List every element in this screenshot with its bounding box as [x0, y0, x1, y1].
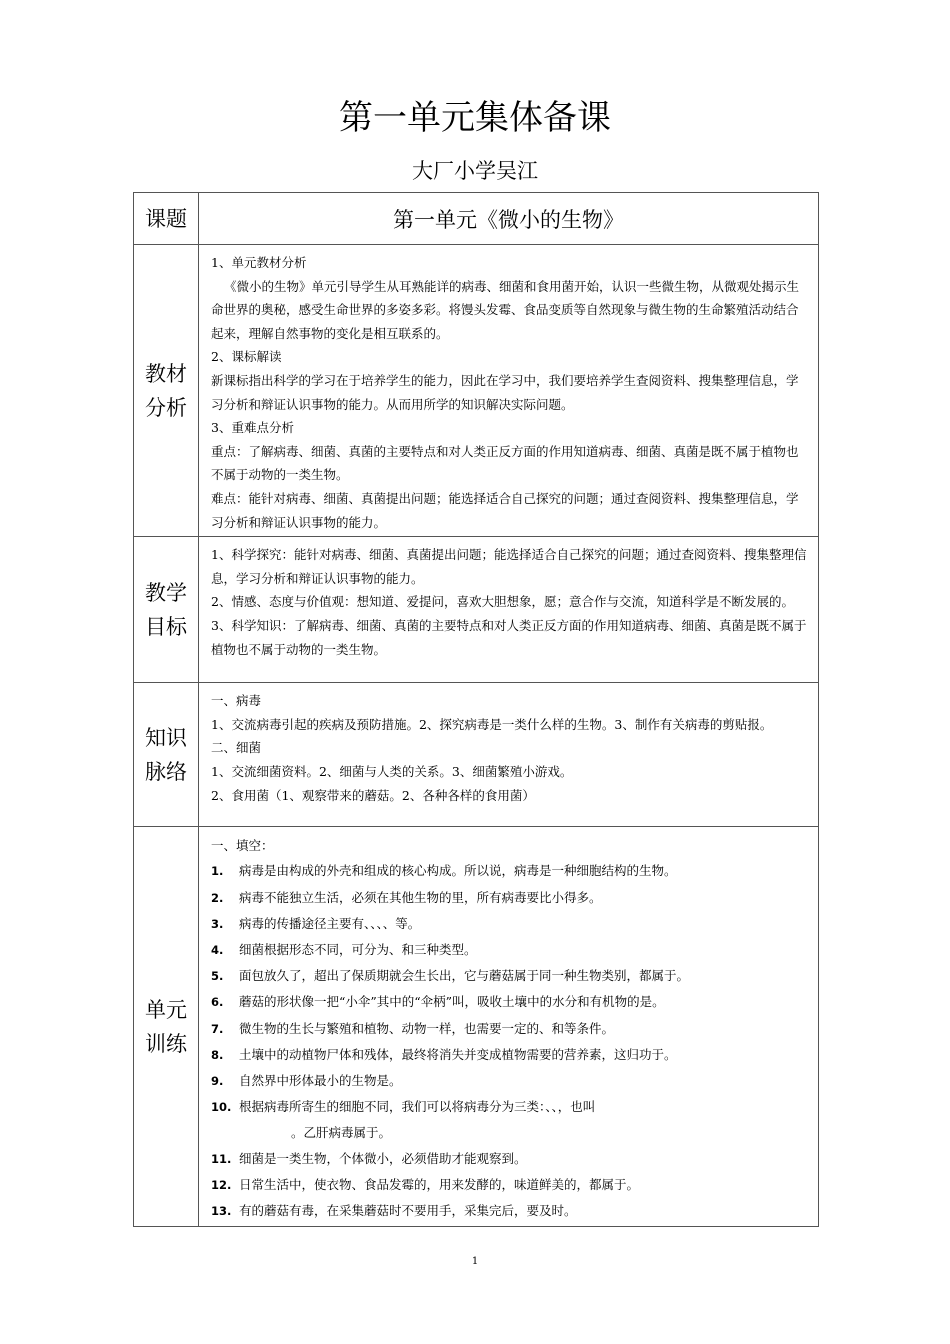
material-line: 1、单元教材分析 — [211, 255, 307, 270]
training-item: 2. 病毒不能独立生活，必须在其他生物的里，所有病毒要比小得多。 — [211, 889, 602, 905]
training-content — [199, 827, 819, 1227]
material-line: 难点：能针对病毒、细菌、真菌提出问题；能选择适合自己探究的问题；通过查阅资料、搜集整理信息，学习分析和辩证认识事物的能力。 — [211, 490, 799, 530]
topic-label: 课题 — [134, 193, 199, 245]
training-item: 3. 病毒的传播途径主要有、、、、等。 — [211, 915, 421, 931]
knowledge-label — [134, 683, 199, 827]
training-item: 1. 病毒是由构成的外壳和组成的核心构成。所以说，病毒是一种细胞结构的生物。 — [211, 863, 677, 879]
material-line: 重点：了解病毒、细菌、真菌的主要特点和对人类正反方面的作用知道病毒、细菌、真菌是既不属于植物也不属于动物的一类生物。 — [211, 443, 799, 483]
document-title: 第一单元集体备课 — [339, 98, 611, 138]
goals-line: 2、情感、态度与价值观：想知道、爱提问，喜欢大胆想象，愿；意合作与交流，知道科学是不断发展的。 — [211, 594, 794, 610]
material-line: 《微小的生物》单元引导学生从耳熟能详的病毒、细菌和食用菌开始，认识一些微生物，从微观处揭示生命世界的奥秘，感受生命世界的多姿多彩。将馒头发霉、食品变质等自然现象与微生物的生命繁殖活动结合起来，理解自然事物的变化是相互联系的。 — [211, 278, 800, 341]
topic-row — [134, 193, 819, 245]
training-item: 13. 有的蘑菇有毒，在采集蘑菇时不要用手，采集完后，要及时。 — [211, 1202, 577, 1218]
training-item: 10. 根据病毒所寄生的细胞不同，我们可以将病毒分为三类：、、，也叫 — [211, 1099, 596, 1115]
material-label-line-1: 教材 — [145, 361, 187, 386]
lesson-plan-table — [133, 192, 819, 1227]
knowledge-label-line-2: 脉络 — [145, 759, 187, 784]
training-item: 4. 细菌根据形态不同，可分为、和三种类型。 — [211, 941, 477, 957]
material-label-line-2: 分析 — [145, 395, 187, 420]
knowledge-line: 2、食用菌（1、观察带来的蘑菇。2、各种各样的食用菌） — [211, 787, 535, 803]
topic-value: 第一单元《微小的生物》 — [199, 193, 819, 245]
goals-line: 3、科学知识：了解病毒、细菌、真菌的主要特点和对人类正反方面的作用知道病毒、细菌、真菌是既不属于植物也不属于动物的一类生物。 — [211, 617, 807, 657]
goals-line: 1、科学探究：能针对病毒、细菌、真菌提出问题；能选择适合自己探究的问题；通过查阅资料、搜集整理信息，学习分析和辩证认识事物的能力。 — [211, 547, 807, 586]
training-label-line-1: 单元 — [145, 997, 187, 1022]
document-subtitle: 大厂小学吴江 — [412, 159, 538, 183]
training-item: 9. 自然界中形体最小的生物是。 — [211, 1072, 402, 1088]
training-row — [134, 827, 819, 1227]
knowledge-line: 1、交流病毒引起的疾病及预防措施。2、探究病毒是一类什么样的生物。3、制作有关病毒的剪贴报。 — [211, 716, 773, 732]
training-item: 7. 微生物的生长与繁殖和植物、动物一样，也需要一定的、和等条件。 — [211, 1020, 615, 1036]
knowledge-content — [199, 683, 819, 827]
goals-label-line-2: 目标 — [145, 614, 187, 639]
training-heading: 一、填空： — [211, 838, 274, 854]
knowledge-line: 二、细菌 — [211, 740, 262, 756]
material-row — [134, 245, 819, 537]
goals-label-line-1: 教学 — [145, 580, 187, 605]
knowledge-line: 一、病毒 — [211, 693, 262, 709]
training-item: 12. 日常生活中，使衣物、食品发霉的，用来发酵的，味道鲜美的，都属于。 — [211, 1176, 640, 1192]
training-label-line-2: 训练 — [145, 1031, 187, 1056]
knowledge-row — [134, 683, 819, 827]
training-label — [134, 827, 199, 1227]
material-content — [199, 245, 819, 537]
training-item: 11. 细菌是一类生物，个体微小，必须借助才能观察到。 — [211, 1150, 527, 1166]
training-item: 6. 蘑菇的形状像一把“小伞”其中的“伞柄”叫，吸收土壤中的水分和有机物的是。 — [211, 994, 665, 1010]
training-item: 8. 土壤中的动植物尸体和残体，最终将消失并变成植物需要的营养素，这归功于。 — [211, 1046, 677, 1062]
training-item: 5. 面包放久了，超出了保质期就会生长出，它与蘑菇属于同一种生物类别，都属于。 — [211, 968, 690, 984]
material-label — [134, 245, 199, 537]
knowledge-line: 1、交流细菌资料。2、细菌与人类的关系。3、细菌繁殖小游戏。 — [211, 763, 573, 779]
goals-content — [199, 537, 819, 683]
material-line: 新课标指出科学的学习在于培养学生的能力，因此在学习中，我们要培养学生查阅资料、搜集整理信息，学习分析和辩证认识事物的能力。从而用所学的知识解决实际问题。 — [211, 372, 799, 412]
knowledge-label-line-1: 知识 — [145, 725, 187, 750]
goals-row — [134, 537, 819, 683]
page-number: 1 — [471, 1256, 479, 1267]
material-line: 3、重难点分析 — [211, 420, 294, 436]
material-line: 2、课标解读 — [211, 349, 282, 365]
training-item-continuation: 。乙肝病毒属于。 — [291, 1125, 392, 1141]
goals-label — [134, 537, 199, 683]
